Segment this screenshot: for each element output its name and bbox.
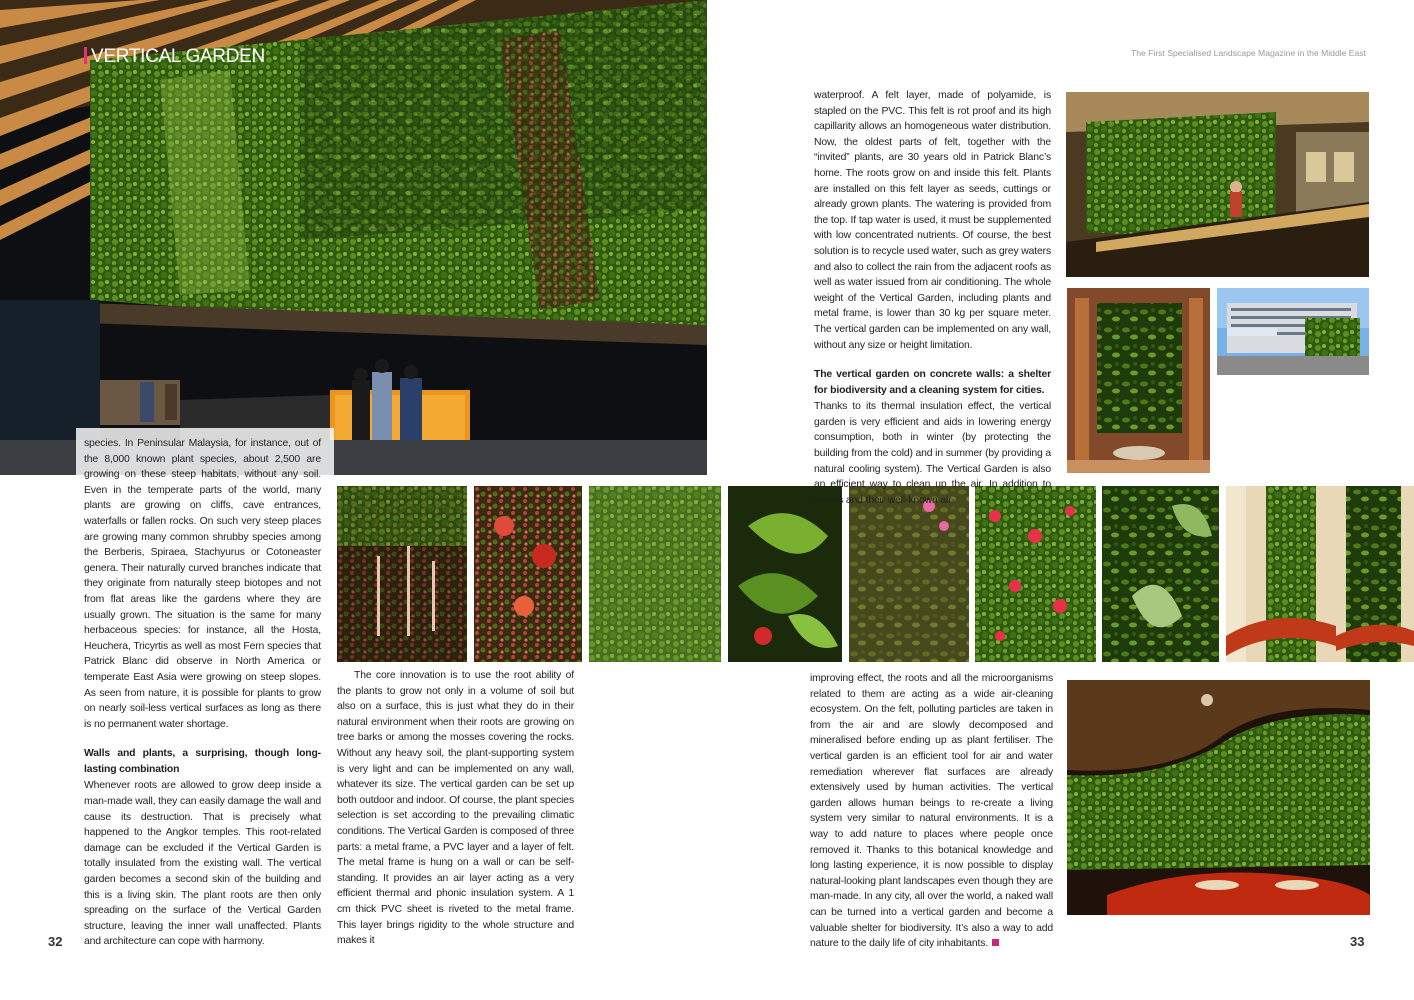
right-bottom-paragraph-1: improving effect, the roots and all the microorganisms related to them are acting as a wide air-cleaning ecosystem. On the felt, polluting particles are taken in from the air and are slowly decomposed and mineralised before ending up as plant fertiliser. The vertical garden is an efficient tool for air and water remediation wherever flat surfaces are already extensively used by human activities. The vertical garden allows human beings to re-create a living system very similar to natural environments. It is a way to add nature to places where people once removed it. Thanks to this botanical knowledge and long lasting experience, it is now possible to display natural-looking plant landscapes even though they are man-made. In any city, all over the world, a naked wall can be turned into a vertical garden and become a valuable shelter for biodiversity. It’s also a way to add nature to the daily life of city inhabitants. — [810, 673, 1053, 950]
page-number-right: 33 — [1350, 934, 1365, 949]
section-title-text: VERTICAL GARDEN — [91, 46, 265, 67]
photo-restaurant-garden — [1067, 680, 1370, 915]
left-column — [84, 436, 321, 950]
strip-photo-4 — [728, 486, 842, 662]
right-top-column — [814, 88, 1051, 508]
right-top-paragraph-2: Thanks to its thermal insulation effect, the vertical garden is very efficient and aids in lowering energy consumption, both in winter (by protecting the building from the cold) and in summer (by providing a natural cooling system). The Vertical Garden is also an efficient way to clean up the air. In addition to leaves and their well-known air- — [814, 401, 1051, 506]
photo-building-facade — [1217, 288, 1369, 375]
strip-photo-5 — [849, 486, 969, 662]
right-subheading: The vertical garden on concrete walls: a shelter for biodiversity and a cleaning system for cities. — [814, 369, 1051, 396]
photo-garden-tower — [1067, 288, 1210, 473]
photo-main-indoor-vertical-garden — [0, 0, 707, 475]
left-paragraph-1: species. In Peninsular Malaysia, for instance, out of the 8,000 known plant species, about 2,500 are growing on these steep habitats, without any soil. Even in the temperate parts of the world, many plants are growing on cliffs, cave entrances, waterfalls or fallen rocks. On such very steep places are growing many common shrubby species among the Berberis, Spiraea, Stachyurus or Cotoneaster genera. Their naturally curved branches indicate that they originate from naturally steep biotopes and not from flat areas like the gardens where they are usually grown. The situation is the same for many herbaceous species: for instance, all the Hosta, Heuchera, Tricyrtis as well as most Fern species that Patrick Blanc did observe in North America or temperate East Asia were growing on steep slopes. As seen from nature, it is possible for plants to grow on nearly soil-less vertical surfaces as long as there is no permanent water shortage. — [84, 438, 321, 730]
page-number-left: 32 — [48, 934, 63, 949]
strip-photo-8 — [1226, 486, 1414, 662]
right-top-paragraph-1: waterproof. A felt layer, made of polyamide, is stapled on the PVC. This felt is rot proof and its high capillarity allows an homogeneous water distribution. Now, the oldest parts of felt, together with the “invited” plants, are 30 years old in Patrick Blanc’s home. The roots grow on and inside this felt. Plants are installed on this felt layer as seeds, cuttings or already grown plants. The watering is provided from the top. If tap water is used, it must be supplemented with low concentrated nutrients. Of course, the best solution is to recycle used water, such as grey waters and also to collect the rain from the adjacent roofs as well as water issued from air conditioning. The whole weight of the Vertical Garden, including plants and metal frame, is lower than 30 kg per square meter. The vertical garden can be implemented on any wall, without any size or height limitation. — [814, 90, 1051, 351]
section-title — [84, 46, 265, 68]
article-end-mark — [992, 939, 999, 946]
middle-paragraph-1: The core innovation is to use the root ability of the plants to grow not only in a volume of soil but also on a surface, this is just what they do in their natural environment when their roots are growing on tree barks or among the mosses covering the rocks. Without any heavy soil, the plant-supporting system is very light and can be implemented on any wall, whatever its size. The vertical garden can be set up both outdoor and indoor. Of course, the plant species selection is set according to the prevailing climatic conditions. The Vertical Garden is composed of three parts: a metal frame, a PVC layer and a layer of felt. The metal frame is hung on a wall or can be self-standing. It provides an air layer acting as a very efficient thermal and phonic insulation system. A 1 cm thick PVC sheet is riveted to the metal frame. This layer brings rigidity to the whole structure and makes it — [337, 670, 574, 947]
right-bottom-column — [810, 671, 1053, 952]
magazine-tagline: The First Specialised Landscape Magazine in the Middle East — [1130, 48, 1366, 58]
strip-photo-1 — [337, 486, 467, 662]
left-subheading: Walls and plants, a surprising, though long-lasting combination — [84, 748, 321, 775]
photo-lobby-garden — [1066, 92, 1369, 277]
strip-photo-3 — [589, 486, 721, 662]
title-accent-bar — [84, 47, 87, 64]
strip-photo-2 — [474, 486, 582, 662]
strip-photo-6 — [975, 486, 1096, 662]
middle-column — [337, 668, 574, 949]
strip-photo-7 — [1102, 486, 1219, 662]
left-paragraph-2: Whenever roots are allowed to grow deep inside a man-made wall, they can easily damage the wall and cause its destruction. That is precisely what happened to the Angkor temples. This root-related damage can be excluded if the Vertical Garden is totally insulated from the existing wall. The vertical garden becomes a second skin of the building and this is a living skin. The plant roots are then only spreading on the surface of the Vertical Garden structure, leaving the inner wall unaffected. Plants and architecture can cope with harmony. — [84, 780, 321, 948]
